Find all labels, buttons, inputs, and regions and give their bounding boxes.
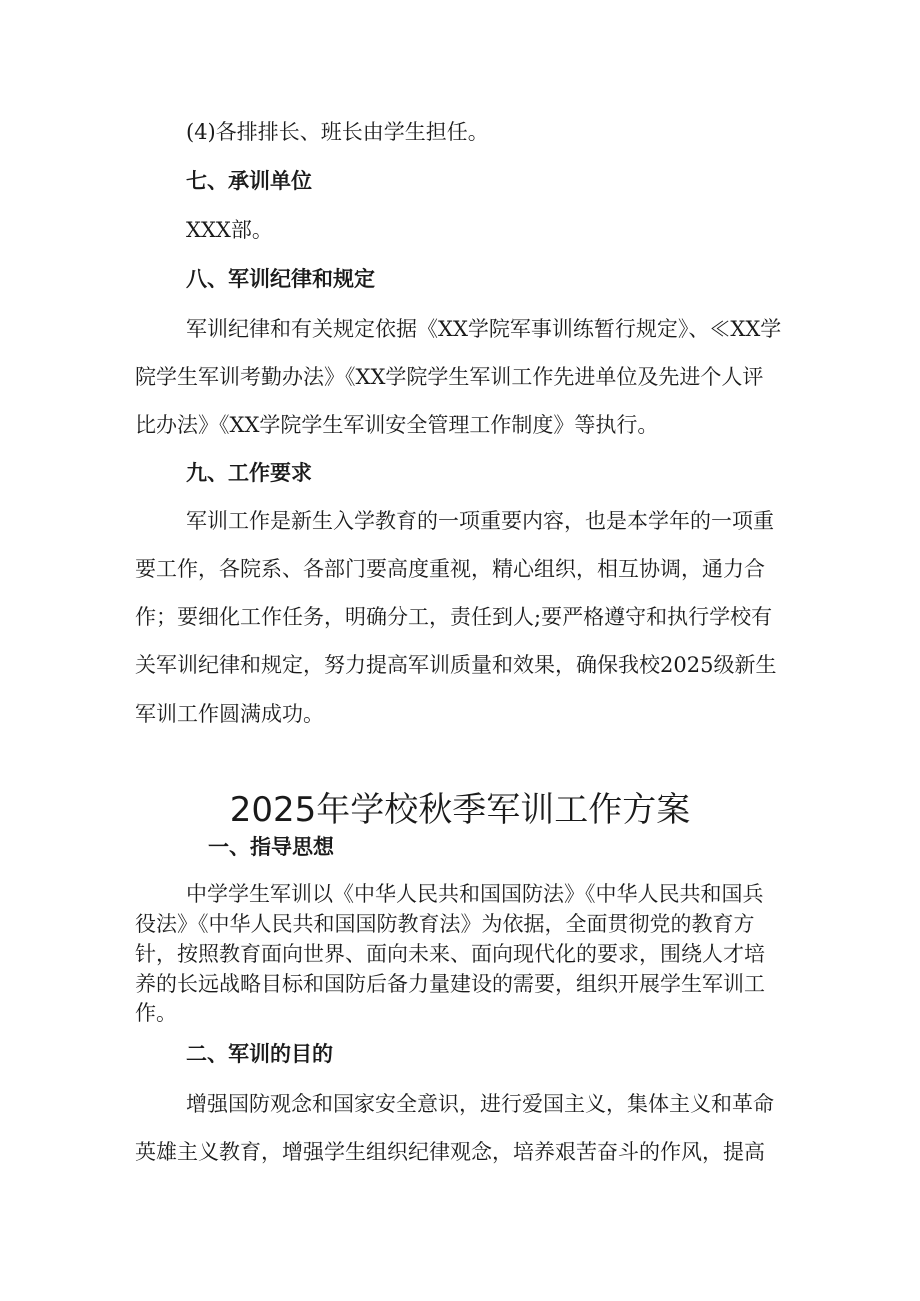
training-unit-text: XXX部。 [186, 218, 273, 242]
paragraph-9-line: 要工作，各院系、各部门要高度重视，精心组织，相互协调，通力合 [135, 557, 765, 581]
paragraph-9-line: 军训工作圆满成功。 [135, 702, 324, 726]
paragraph-9-line: 关军训纪律和规定，努力提高军训质量和效果，确保我校2025级新生 [135, 653, 777, 677]
paragraph-9-line: 作；要细化工作任务，明确分工，责任到人;要严格遵守和执行学校有 [135, 605, 773, 629]
heading-section-1: 一、指导思想 [208, 835, 334, 859]
paragraph-1-line: 养的长远战略目标和国防后备力量建设的需要，组织开展学生军训工 [135, 972, 765, 996]
heading-section-9: 九、工作要求 [186, 461, 312, 485]
paragraph-1-line: 中学学生军训以《中华人民共和国国防法》《中华人民共和国兵 [186, 882, 764, 906]
heading-section-8: 八、军训纪律和规定 [186, 267, 375, 291]
paragraph-2-line: 增强国防观念和国家安全意识，进行爱国主义，集体主义和革命 [186, 1092, 774, 1116]
paragraph-1-line: 作。 [135, 1001, 177, 1025]
paragraph-2-line: 英雄主义教育，增强学生组织纪律观念，培养艰苦奋斗的作风，提高 [135, 1140, 765, 1164]
heading-section-2: 二、军训的目的 [186, 1042, 333, 1066]
paragraph-8-line: 院学生军训考勤办法》《XX学院学生军训工作先进单位及先进个人评 [135, 365, 764, 389]
paragraph-1-line: 针，按照教育面向世界、面向未来、面向现代化的要求，围绕人才培 [135, 942, 765, 966]
paragraph-8-line: 军训纪律和有关规定依据《XX学院军事训练暂行规定》、≪XX学 [186, 317, 782, 341]
document-title: 2025年学校秋季军训工作方案 [229, 790, 691, 830]
list-item-4: (4)各排排长、班长由学生担任。 [186, 120, 489, 144]
paragraph-9-line: 军训工作是新生入学教育的一项重要内容，也是本学年的一项重 [186, 509, 774, 533]
paragraph-1-line: 役法》《中华人民共和国国防教育法》为依据，全面贯彻党的教育方 [135, 912, 755, 936]
paragraph-8-line: 比办法》《XX学院学生军训安全管理工作制度》等执行。 [135, 413, 659, 437]
heading-section-7: 七、承训单位 [186, 169, 312, 193]
